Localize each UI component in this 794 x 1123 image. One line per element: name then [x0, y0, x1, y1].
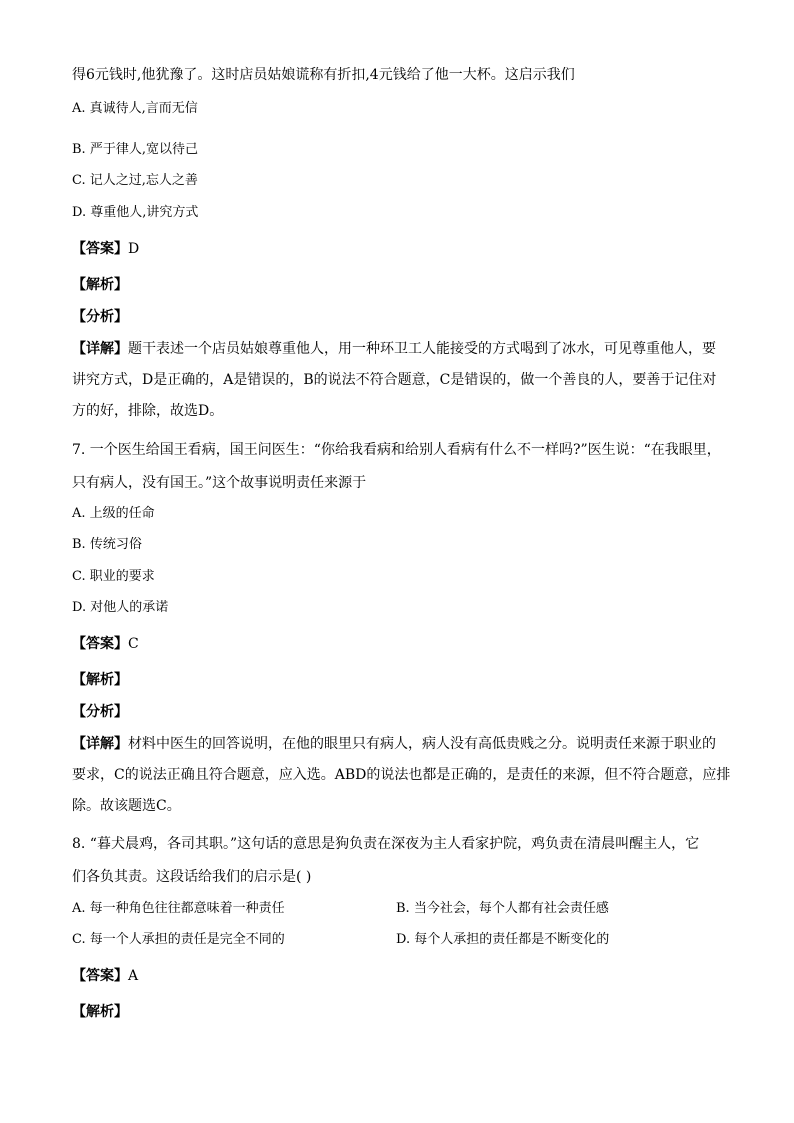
q8-option-b: B. 当今社会，每个人都有社会责任感: [396, 901, 609, 916]
q8-option-a: A. 每一种角色往往都意味着一种责任: [72, 901, 285, 916]
q6-analysis-label: 【解析】: [72, 277, 128, 293]
q6-detail-line-2: 讲究方式，D是正确的，A是错误的，B的说法不符合题意，C是错误的，做一个善良的人，要善于记住对: [72, 372, 717, 388]
q8-answer-value: A: [128, 968, 139, 984]
q6-detail-label: 【详解】: [72, 341, 128, 357]
q8-option-c: C. 每一个人承担的责任是完全不同的: [72, 932, 285, 947]
q6-detail-line-3: 方的好，排除，故选D。: [72, 403, 224, 419]
q7-detail-line-1: [72, 735, 716, 753]
q6-option-d: D. 尊重他人,讲究方式: [72, 205, 199, 220]
q6-option-a: A. 真诚待人,言而无信: [72, 101, 198, 116]
q7-fenxi-label: 【分析】: [72, 704, 128, 720]
q8-analysis-label: 【解析】: [72, 1004, 128, 1020]
q7-analysis-label: 【解析】: [72, 672, 128, 688]
q8-answer-label: 【答案】: [72, 968, 128, 984]
q7-detail-text-1: 材料中医生的回答说明，在他的眼里只有病人，病人没有高低贵贱之分。说明责任来源于职业的: [128, 736, 716, 752]
q7-detail-label: 【详解】: [72, 736, 128, 752]
q6-option-b: B. 严于律人,宽以待己: [72, 142, 198, 157]
q7-answer-value: C: [128, 636, 139, 652]
q6-answer-label: 【答案】: [72, 241, 128, 257]
q8-answer: [72, 967, 138, 985]
q7-option-b: B. 传统习俗: [72, 537, 142, 552]
q7-stem-line-2: 只有病人，没有国王。”这个故事说明责任来源于: [72, 475, 367, 491]
q6-answer-value: D: [128, 241, 140, 257]
q7-option-d: D. 对他人的承诺: [72, 600, 169, 615]
q7-detail-line-3: 除。故该题选C。: [72, 798, 181, 814]
q7-answer-label: 【答案】: [72, 636, 128, 652]
q7-stem-line-1: 7. 一个医生给国王看病，国王问医生：“你给我看病和给别人看病有什么不一样吗?”医生说：“在我眼里，: [72, 442, 721, 458]
q8-stem-line-2: 们各负其责。这段话给我们的启示是( ): [72, 869, 312, 885]
q7-option-c: C. 职业的要求: [72, 569, 155, 584]
q6-option-c: C. 记人之过,忘人之善: [72, 173, 198, 188]
q7-detail-line-2: 要求，C的说法正确且符合题意，应入选。ABD的说法也都是正确的，是责任的来源，但不符合题意，应排: [72, 767, 731, 783]
q6-answer: [72, 240, 139, 258]
q8-option-d: D. 每个人承担的责任都是不断变化的: [396, 932, 610, 947]
q6-fenxi-label: 【分析】: [72, 309, 128, 325]
q6-detail-text-1: 题干表述一个店员姑娘尊重他人，用一种环卫工人能接受的方式喝到了冰水，可见尊重他人，要: [128, 341, 716, 357]
q6-detail-line-1: [72, 340, 716, 358]
q7-option-a: A. 上级的任命: [72, 506, 155, 521]
q7-answer: [72, 635, 139, 653]
q6-intro-tail: 得6元钱时,他犹豫了。这时店员姑娘谎称有折扣,4元钱给了他一大杯。这启示我们: [72, 67, 575, 83]
q8-stem-line-1: 8. “暮犬晨鸡，各司其职。”这句话的意思是狗负责在深夜为主人看家护院，鸡负责在清晨叫醒主人，它: [72, 836, 700, 852]
